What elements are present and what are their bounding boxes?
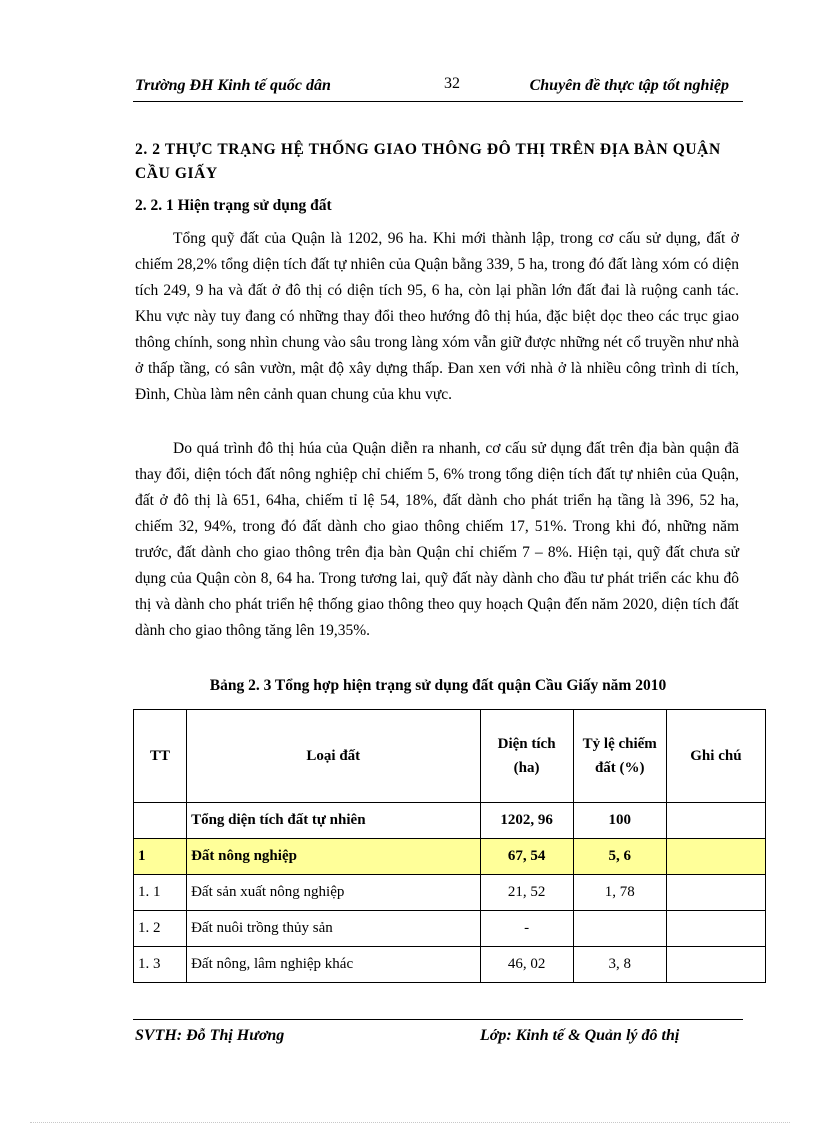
table-row [134,875,766,911]
paragraph-1: Tổng quỹ đất của Quận là 1202, 96 ha. Khi mới thành lập, trong cơ cấu sử dụng, đất ở chiếm 28,2% tổng diện tích đất tự nhiên của Quận bằng 339, 5 ha, trong đó đất làng xóm có diện tích 249, 9 ha và đất ở đô thị có diện tích 95, 6 ha, còn lại phần lớn đất đai là ruộng canh tác. Khu vực này tuy đang có những thay đổi theo hướng đô thị húa, đặc biệt dọc theo các trục giao thông chính, song nhìn chung vào sâu trong làng xóm vẫn giữ được những nét cổ truyền như nhà ở thấp tầng, có sân vườn, mật độ xây dựng thấp. Đan xen với nhà ở là nhiều công trình di tích, Đình, Chùa làm nên cảnh quan chung của khu vực. [135,230,739,403]
table-caption: Bảng 2. 3 Tổng hợp hiện trạng sử dụng đất quận Cầu Giấy năm 2010 [209,677,667,694]
row-area: 1202, 96 [480,803,573,839]
row-note [666,875,765,911]
table-header-row [134,710,766,803]
paragraph-2: Do quá trình đô thị húa của Quận diễn ra nhanh, cơ cấu sử dụng đất trên địa bàn quận đã thay đổi, diện tóch đất nông nghiệp chỉ chiếm 5, 6% trong tổng diện tích đất tự nhiên của Quận, đất ở đô thị là 651, 64ha, chiếm tỉ lệ 54, 18%, đất dành cho phát triển hạ tầng là 396, 52 ha, chiếm 32, 94%, trong đó đất dành cho giao thông chiếm 17, 51%. Trong khi đó, những năm trước, đất dành cho giao thông trên địa bàn Quận chỉ chiếm 7 – 8%. Hiện tại, quỹ đất chưa sử dụng của Quận còn 8, 64 ha. Trong tương lai, quỹ đất này dành cho đầu tư phát triển các khu đô thị và dành cho phát triển hệ thống giao thông theo quy hoạch Quận đến năm 2020, diện tích đất dành cho giao thông tăng lên 19,35%. [135,440,739,639]
page-number: 32 [444,75,460,92]
header-divider [133,101,743,102]
row-area: 67, 54 [480,839,573,875]
row-note [666,947,765,983]
row-note [666,839,765,875]
table-row [134,947,766,983]
footer-student: SVTH: Đỗ Thị Hương [135,1027,285,1044]
row-tt: 1. 1 [134,875,187,911]
row-land-type: Đất nông nghiệp [187,839,480,875]
table-row [134,911,766,947]
row-percent: 5, 6 [573,839,666,875]
row-area: 46, 02 [480,947,573,983]
row-land-type: Đất nuôi trồng thủy sản [187,911,480,947]
header-land-type: Loại đất [187,710,480,803]
row-percent [573,911,666,947]
row-land-type: Đất sản xuất nông nghiệp [187,875,480,911]
table-row-highlighted [134,839,766,875]
row-land-type: Tổng diện tích đất tự nhiên [187,803,480,839]
row-note [666,911,765,947]
footer-divider [133,1019,743,1020]
row-tt: 1. 2 [134,911,187,947]
row-area: 21, 52 [480,875,573,911]
row-percent: 100 [573,803,666,839]
header-doc-type: Chuyên đề thực tập tốt nghiệp [529,77,729,94]
row-area: - [480,911,573,947]
table-row [134,803,766,839]
header-school: Trường ĐH Kinh tế quốc dân [135,77,331,94]
header-note: Ghi chú [666,710,765,803]
header-percent: Tỷ lệ chiếm đất (%) [573,710,666,803]
section-title: 2. 2 THỰC TRẠNG HỆ THỐNG GIAO THÔNG ĐÔ THỊ TRÊN ĐỊA BÀN QUẬN CẦU GIẤY [135,141,721,182]
row-note [666,803,765,839]
row-tt: 1. 3 [134,947,187,983]
row-tt [134,803,187,839]
footer-class: Lớp: Kinh tế & Quản lý đô thị [480,1027,680,1044]
land-use-table [133,709,766,983]
subsection-title: 2. 2. 1 Hiện trạng sử dụng đất [135,197,332,214]
header-area: Diện tích (ha) [480,710,573,803]
row-percent: 3, 8 [573,947,666,983]
row-land-type: Đất nông, lâm nghiệp khác [187,947,480,983]
header-tt: TT [134,710,187,803]
row-percent: 1, 78 [573,875,666,911]
row-tt: 1 [134,839,187,875]
